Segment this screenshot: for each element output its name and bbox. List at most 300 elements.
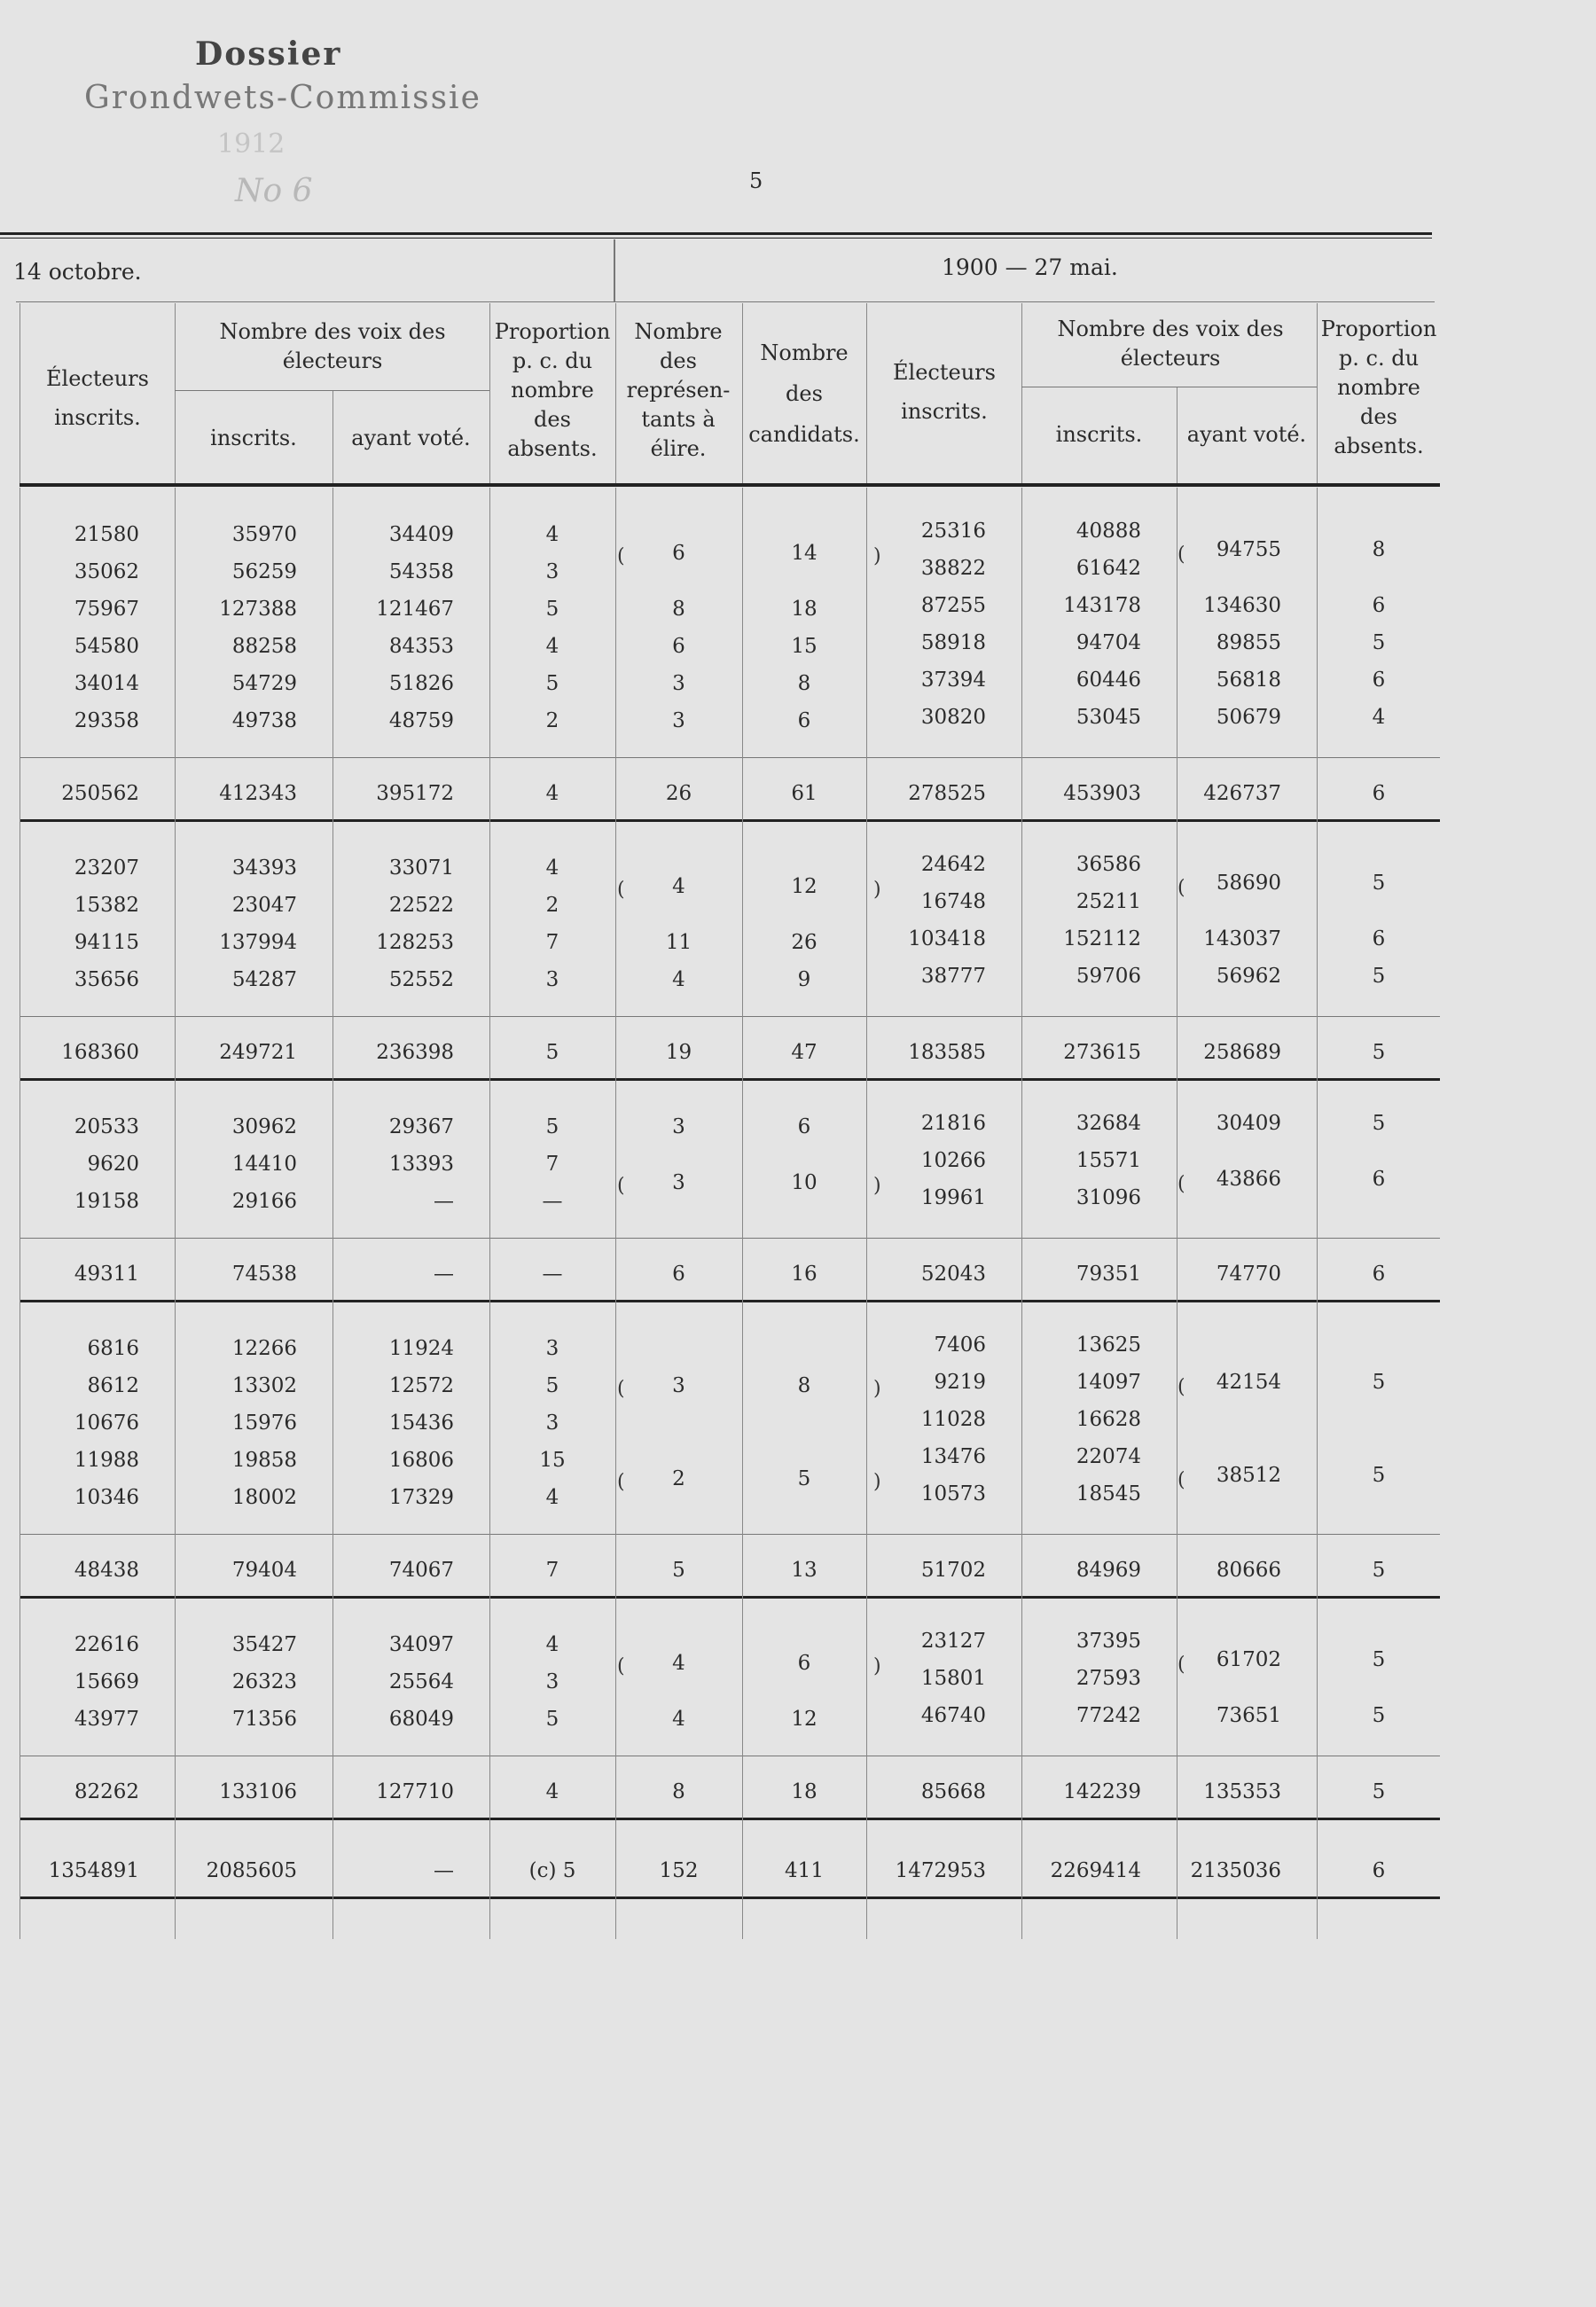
column-divider: [742, 488, 743, 1939]
proportion-absents-cell: 3: [545, 560, 559, 583]
representants-cell: 4: [672, 1708, 685, 1731]
electeurs-inscrits-1900-cell: 9219: [934, 1371, 986, 1394]
electeurs-inscrits-cell: 29358: [74, 709, 139, 732]
subtotal-cell: 47: [791, 1041, 818, 1064]
voix-ayant-vote-cell: 13393: [388, 1153, 454, 1176]
proportion-absents-1900-cell: 6: [1372, 669, 1386, 692]
electeurs-inscrits-1900-cell: 87255: [920, 594, 986, 617]
electeurs-inscrits-1900-cell: 25316: [920, 520, 986, 543]
electeurs-inscrits-cell: 35062: [74, 560, 139, 583]
electeurs-inscrits-1900-cell: 23127: [920, 1630, 986, 1653]
brace-right: ): [873, 1655, 881, 1677]
voix-inscrits-cell: 29166: [231, 1190, 297, 1213]
voix-ayant-vote-1900-cell: 58690: [1216, 872, 1281, 895]
subtotal-cell: 85668: [920, 1780, 986, 1803]
column-divider: [1317, 488, 1318, 1939]
electeurs-inscrits-cell: 6816: [87, 1337, 139, 1360]
subtotal-cell: 4: [545, 1780, 559, 1803]
subtotal-cell: 74067: [388, 1559, 454, 1582]
candidats-cell: 6: [797, 709, 811, 732]
subtotal-cell: 7: [545, 1559, 559, 1582]
proportion-absents-cell: —: [542, 1190, 563, 1213]
subtotal-cell: 5: [1372, 1559, 1386, 1582]
electeurs-inscrits-cell: 10346: [74, 1486, 139, 1509]
period-divider: [614, 239, 615, 301]
subtotal-cell: 6: [1372, 1263, 1386, 1286]
grand-total-cell: 411: [785, 1859, 824, 1882]
voix-ayant-vote-1900-cell: 56818: [1216, 669, 1281, 692]
brace-left: (: [1177, 1469, 1185, 1491]
grand-total-cell: (c) 5: [528, 1859, 576, 1882]
electeurs-inscrits-cell: 23207: [74, 856, 139, 880]
subtotal-cell: 250562: [61, 782, 139, 805]
page-number: 5: [749, 168, 763, 193]
period-right: 1900 — 27 mai.: [942, 254, 1118, 280]
header-divider: [332, 390, 333, 483]
header-inscrits-left: inscrits.: [210, 426, 297, 450]
proportion-absents-cell: 3: [545, 968, 559, 991]
voix-ayant-vote-cell: 54358: [388, 560, 454, 583]
subtotal-cell: 412343: [219, 782, 297, 805]
candidats-cell: 6: [797, 1652, 811, 1675]
proportion-absents-1900-cell: 6: [1372, 927, 1386, 950]
proportion-absents-cell: 2: [545, 894, 559, 917]
voix-inscrits-cell: 56259: [231, 560, 297, 583]
voix-inscrits-cell: 54729: [231, 672, 297, 695]
group-bottom-rule: [20, 819, 1440, 822]
subtotal-cell: 236398: [376, 1041, 454, 1064]
voix-ayant-vote-cell: 29367: [388, 1115, 454, 1138]
voix-ayant-vote-1900-cell: 143037: [1203, 927, 1281, 950]
subtotal-cell: 8: [672, 1780, 685, 1803]
brace-left: (: [617, 1175, 625, 1197]
electeurs-inscrits-cell: 9620: [87, 1153, 139, 1176]
subtotal-cell: 183585: [908, 1041, 986, 1064]
subtotal-cell: 273615: [1063, 1041, 1141, 1064]
stamp-dossier: Dossier: [195, 35, 342, 73]
voix-inscrits-cell: 26323: [231, 1670, 297, 1693]
voix-ayant-vote-1900-cell: 94755: [1216, 538, 1281, 561]
electeurs-inscrits-cell: 20533: [74, 1115, 139, 1138]
brace-left: (: [1177, 877, 1185, 899]
voix-ayant-vote-cell: 33071: [388, 856, 454, 880]
grand-total-cell: —: [434, 1859, 454, 1882]
representants-cell: 3: [672, 709, 685, 732]
voix-inscrits-cell: 34393: [231, 856, 297, 880]
grand-total-cell: 1354891: [48, 1859, 139, 1882]
brace-right: ): [873, 879, 881, 901]
subtotal-cell: 61: [791, 782, 818, 805]
voix-ayant-vote-1900-cell: 43866: [1216, 1168, 1281, 1191]
column-divider: [332, 488, 333, 1939]
proportion-absents-cell: 4: [545, 523, 559, 546]
proportion-absents-cell: 7: [545, 931, 559, 954]
voix-ayant-vote-1900-cell: 61702: [1216, 1648, 1281, 1671]
subtotal-separator: [20, 1238, 1440, 1239]
proportion-absents-cell: 5: [545, 1374, 559, 1397]
proportion-absents-1900-cell: 5: [1372, 1648, 1386, 1671]
representants-cell: 4: [672, 875, 685, 898]
grand-total-cell: 2135036: [1190, 1859, 1281, 1882]
header-divider: [1021, 303, 1022, 483]
proportion-absents-1900-cell: 5: [1372, 872, 1386, 895]
proportion-absents-cell: 5: [545, 598, 559, 621]
electeurs-inscrits-1900-cell: 30820: [920, 706, 986, 729]
brace-left: (: [1177, 1654, 1185, 1676]
brace-left: (: [617, 1655, 625, 1677]
brace-left: (: [617, 545, 625, 567]
brace-left: (: [1177, 1173, 1185, 1195]
voix-inscrits-1900-cell: 36586: [1076, 853, 1141, 876]
period-left: 14 octobre.: [13, 259, 142, 285]
column-divider: [1021, 488, 1022, 1939]
voix-ayant-vote-cell: 48759: [388, 709, 454, 732]
voix-inscrits-1900-cell: 53045: [1076, 706, 1141, 729]
voix-inscrits-cell: 13302: [231, 1374, 297, 1397]
voix-ayant-vote-cell: 25564: [388, 1670, 454, 1693]
proportion-absents-cell: 3: [545, 1337, 559, 1360]
brace-left: (: [1177, 544, 1185, 566]
column-divider: [489, 488, 490, 1939]
subtotal-cell: 453903: [1063, 782, 1141, 805]
proportion-absents-1900-cell: 4: [1372, 706, 1386, 729]
header-bottom-rule: [20, 483, 1440, 487]
subtotal-cell: 79351: [1076, 1263, 1141, 1286]
header-ayant-vote-left: ayant voté.: [351, 426, 471, 450]
proportion-absents-cell: 15: [539, 1449, 566, 1472]
electeurs-inscrits-cell: 10676: [74, 1412, 139, 1435]
voix-inscrits-cell: 127388: [219, 598, 297, 621]
voix-inscrits-cell: 19858: [231, 1449, 297, 1472]
voix-ayant-vote-cell: 128253: [376, 931, 454, 954]
electeurs-inscrits-cell: 75967: [74, 598, 139, 621]
voix-ayant-vote-cell: 51826: [388, 672, 454, 695]
column-divider: [175, 488, 176, 1939]
proportion-absents-cell: 4: [545, 635, 559, 658]
header-subdivider: [175, 390, 489, 391]
brace-right: ): [873, 1378, 881, 1400]
electeurs-inscrits-cell: 21580: [74, 523, 139, 546]
electeurs-inscrits-cell: 43977: [74, 1708, 139, 1731]
voix-inscrits-1900-cell: 32684: [1076, 1112, 1141, 1135]
grand-total-cell: 6: [1372, 1859, 1386, 1882]
subtotal-cell: 79404: [231, 1559, 297, 1582]
header-voix-right: Nombre des voix des électeurs: [1057, 317, 1284, 371]
brace-right: ): [873, 1471, 881, 1493]
header-proportion-left: Proportion p. c. du nombre des absents.: [494, 319, 611, 461]
subtotal-cell: 4: [545, 782, 559, 805]
voix-inscrits-cell: 23047: [231, 894, 297, 917]
top-rule: [0, 232, 1432, 235]
proportion-absents-cell: 2: [545, 709, 559, 732]
proportion-absents-1900-cell: 5: [1372, 1112, 1386, 1135]
voix-ayant-vote-cell: 34409: [388, 523, 454, 546]
subtotal-cell: 142239: [1063, 1780, 1141, 1803]
subtotal-cell: 74538: [231, 1263, 297, 1286]
subtotal-cell: 127710: [376, 1780, 454, 1803]
candidats-cell: 6: [797, 1115, 811, 1138]
proportion-absents-cell: 5: [545, 672, 559, 695]
voix-ayant-vote-cell: 15436: [388, 1412, 454, 1435]
header-representants: Nombre des représen-tants à élire.: [626, 319, 731, 461]
subtotal-cell: —: [542, 1263, 563, 1286]
grand-total-cell: 152: [659, 1859, 699, 1882]
voix-inscrits-1900-cell: 18545: [1076, 1482, 1141, 1505]
subtotal-cell: 395172: [376, 782, 454, 805]
header-divider: [866, 303, 867, 483]
stamp-commission: Grondwets-Commissie: [84, 80, 481, 116]
voix-ayant-vote-cell: 121467: [376, 598, 454, 621]
proportion-absents-1900-cell: 5: [1372, 1704, 1386, 1727]
voix-ayant-vote-1900-cell: 89855: [1216, 631, 1281, 654]
subtotal-separator: [20, 757, 1440, 758]
representants-cell: 6: [672, 635, 685, 658]
header-inscrits-right: inscrits.: [1055, 422, 1143, 447]
header-divider: [489, 303, 490, 483]
voix-ayant-vote-1900-cell: 50679: [1216, 706, 1281, 729]
proportion-absents-1900-cell: 8: [1372, 538, 1386, 561]
voix-inscrits-1900-cell: 61642: [1076, 557, 1141, 580]
column-divider: [615, 488, 616, 1939]
header-voix-left: Nombre des voix des électeurs: [219, 319, 446, 373]
proportion-absents-1900-cell: 5: [1372, 631, 1386, 654]
subtotal-cell: 5: [1372, 1041, 1386, 1064]
candidats-cell: 18: [791, 598, 818, 621]
group-bottom-rule: [20, 1818, 1440, 1820]
brace-right: ): [873, 1175, 881, 1197]
subtotal-separator: [20, 1534, 1440, 1535]
voix-ayant-vote-cell: 68049: [388, 1708, 454, 1731]
grand-total-cell: 1472953: [895, 1859, 986, 1882]
subtotal-cell: 258689: [1203, 1041, 1281, 1064]
voix-ayant-vote-1900-cell: 134630: [1203, 594, 1281, 617]
subtotal-cell: 133106: [219, 1780, 297, 1803]
header-ayant-vote-right: ayant voté.: [1186, 422, 1307, 447]
voix-inscrits-1900-cell: 16628: [1076, 1408, 1141, 1431]
representants-cell: 3: [672, 672, 685, 695]
voix-inscrits-cell: 49738: [231, 709, 297, 732]
proportion-absents-1900-cell: 5: [1372, 965, 1386, 988]
electeurs-inscrits-1900-cell: 10573: [920, 1482, 986, 1505]
header-candidats: Nombre des candidats.: [748, 340, 860, 447]
subtotal-cell: 74770: [1216, 1263, 1281, 1286]
electeurs-inscrits-1900-cell: 38777: [920, 965, 986, 988]
voix-inscrits-1900-cell: 22074: [1076, 1445, 1141, 1468]
column-divider: [866, 488, 867, 1939]
subtotal-cell: 16: [791, 1263, 818, 1286]
electeurs-inscrits-1900-cell: 21816: [920, 1112, 986, 1135]
header-electeurs-left: Électeurs inscrits.: [46, 366, 149, 430]
representants-cell: 3: [672, 1171, 685, 1194]
subtotal-cell: 249721: [219, 1041, 297, 1064]
voix-inscrits-cell: 54287: [231, 968, 297, 991]
proportion-absents-cell: 3: [545, 1412, 559, 1435]
voix-inscrits-1900-cell: 15571: [1076, 1149, 1141, 1172]
voix-ayant-vote-cell: 17329: [388, 1486, 454, 1509]
proportion-absents-cell: 4: [545, 1486, 559, 1509]
voix-inscrits-cell: 30962: [231, 1115, 297, 1138]
voix-inscrits-1900-cell: 40888: [1076, 520, 1141, 543]
voix-inscrits-cell: 35970: [231, 523, 297, 546]
electeurs-inscrits-1900-cell: 46740: [920, 1704, 986, 1727]
subtotal-cell: 18: [791, 1780, 818, 1803]
proportion-absents-cell: 5: [545, 1115, 559, 1138]
voix-inscrits-cell: 14410: [231, 1153, 297, 1176]
subtotal-cell: 6: [1372, 782, 1386, 805]
candidats-cell: 10: [791, 1171, 818, 1194]
voix-inscrits-1900-cell: 94704: [1076, 631, 1141, 654]
voix-ayant-vote-cell: 52552: [388, 968, 454, 991]
electeurs-inscrits-1900-cell: 103418: [908, 927, 986, 950]
electeurs-inscrits-cell: 94115: [74, 931, 139, 954]
voix-inscrits-cell: 88258: [231, 635, 297, 658]
voix-inscrits-1900-cell: 27593: [1076, 1667, 1141, 1690]
subtotal-cell: 135353: [1203, 1780, 1281, 1803]
voix-ayant-vote-cell: —: [434, 1190, 454, 1213]
electeurs-inscrits-1900-cell: 37394: [920, 669, 986, 692]
grand-total-cell: 2085605: [206, 1859, 297, 1882]
voix-ayant-vote-1900-cell: 42154: [1216, 1371, 1281, 1394]
proportion-absents-1900-cell: 5: [1372, 1371, 1386, 1394]
candidats-cell: 12: [791, 875, 818, 898]
voix-ayant-vote-1900-cell: 38512: [1216, 1464, 1281, 1487]
voix-inscrits-1900-cell: 25211: [1076, 890, 1141, 913]
candidats-cell: 8: [797, 1374, 811, 1397]
top-rule-thin: [0, 238, 1432, 239]
group-bottom-rule: [20, 1078, 1440, 1081]
candidats-cell: 9: [797, 968, 811, 991]
electeurs-inscrits-cell: 35656: [74, 968, 139, 991]
representants-cell: 6: [672, 542, 685, 565]
voix-inscrits-1900-cell: 37395: [1076, 1630, 1141, 1653]
voix-ayant-vote-1900-cell: 30409: [1216, 1112, 1281, 1135]
proportion-absents-1900-cell: 6: [1372, 1168, 1386, 1191]
voix-inscrits-1900-cell: 77242: [1076, 1704, 1141, 1727]
subtotal-cell: 48438: [74, 1559, 139, 1582]
voix-ayant-vote-cell: 22522: [388, 894, 454, 917]
subtotal-cell: 5: [1372, 1780, 1386, 1803]
subtotal-cell: 49311: [74, 1263, 139, 1286]
representants-cell: 4: [672, 968, 685, 991]
representants-cell: 11: [665, 931, 692, 954]
voix-inscrits-cell: 35427: [231, 1633, 297, 1656]
voix-inscrits-1900-cell: 14097: [1076, 1371, 1141, 1394]
voix-inscrits-1900-cell: 59706: [1076, 965, 1141, 988]
representants-cell: 3: [672, 1115, 685, 1138]
electeurs-inscrits-cell: 22616: [74, 1633, 139, 1656]
proportion-absents-cell: 7: [545, 1153, 559, 1176]
proportion-absents-cell: 5: [545, 1708, 559, 1731]
stamp-number: No 6: [235, 173, 313, 209]
electeurs-inscrits-1900-cell: 15801: [920, 1667, 986, 1690]
voix-ayant-vote-cell: 11924: [388, 1337, 454, 1360]
group-bottom-rule: [20, 1300, 1440, 1302]
electeurs-inscrits-cell: 34014: [74, 672, 139, 695]
group-bottom-rule: [20, 1596, 1440, 1599]
subtotal-cell: 6: [672, 1263, 685, 1286]
subtotal-cell: 426737: [1203, 782, 1281, 805]
subtotal-cell: 5: [672, 1559, 685, 1582]
electeurs-inscrits-1900-cell: 16748: [920, 890, 986, 913]
voix-inscrits-1900-cell: 152112: [1063, 927, 1141, 950]
voix-inscrits-cell: 15976: [231, 1412, 297, 1435]
voix-ayant-vote-cell: 34097: [388, 1633, 454, 1656]
electeurs-inscrits-1900-cell: 19961: [920, 1186, 986, 1209]
representants-cell: 4: [672, 1652, 685, 1675]
subtotal-cell: 278525: [908, 782, 986, 805]
brace-left: (: [1177, 1376, 1185, 1398]
voix-inscrits-cell: 12266: [231, 1337, 297, 1360]
proportion-absents-1900-cell: 6: [1372, 594, 1386, 617]
stamp-year: 1912: [217, 129, 286, 160]
electeurs-inscrits-1900-cell: 10266: [920, 1149, 986, 1172]
header-divider: [615, 303, 616, 483]
proportion-absents-cell: 4: [545, 1633, 559, 1656]
subtotal-separator: [20, 1016, 1440, 1017]
voix-inscrits-1900-cell: 13625: [1076, 1333, 1141, 1357]
electeurs-inscrits-cell: 15669: [74, 1670, 139, 1693]
electeurs-inscrits-1900-cell: 24642: [920, 853, 986, 876]
representants-cell: 8: [672, 598, 685, 621]
subtotal-cell: 13: [791, 1559, 818, 1582]
subtotal-cell: 80666: [1216, 1559, 1281, 1582]
electeurs-inscrits-1900-cell: 13476: [920, 1445, 986, 1468]
grand-total-cell: 2269414: [1050, 1859, 1141, 1882]
electeurs-inscrits-cell: 8612: [87, 1374, 139, 1397]
grand-total-rule: [20, 1896, 1440, 1899]
candidats-cell: 5: [797, 1467, 811, 1490]
subtotal-cell: 52043: [920, 1263, 986, 1286]
voix-ayant-vote-1900-cell: 56962: [1216, 965, 1281, 988]
electeurs-inscrits-cell: 19158: [74, 1190, 139, 1213]
voix-ayant-vote-cell: 12572: [388, 1374, 454, 1397]
representants-cell: 3: [672, 1374, 685, 1397]
representants-cell: 2: [672, 1467, 685, 1490]
electeurs-inscrits-1900-cell: 58918: [920, 631, 986, 654]
header-electeurs-right: Électeurs inscrits.: [893, 360, 996, 424]
electeurs-inscrits-cell: 15382: [74, 894, 139, 917]
subtotal-cell: 84969: [1076, 1559, 1141, 1582]
subtotal-cell: 82262: [74, 1780, 139, 1803]
proportion-absents-cell: 3: [545, 1670, 559, 1693]
brace-left: (: [617, 1471, 625, 1493]
header-divider: [742, 303, 743, 483]
voix-inscrits-cell: 18002: [231, 1486, 297, 1509]
subtotal-cell: 168360: [61, 1041, 139, 1064]
candidats-cell: 12: [791, 1708, 818, 1731]
voix-ayant-vote-1900-cell: 73651: [1216, 1704, 1281, 1727]
voix-inscrits-1900-cell: 31096: [1076, 1186, 1141, 1209]
voix-inscrits-cell: 71356: [231, 1708, 297, 1731]
voix-ayant-vote-cell: 16806: [388, 1449, 454, 1472]
subtotal-cell: 5: [545, 1041, 559, 1064]
candidats-cell: 8: [797, 672, 811, 695]
period-underline: [16, 301, 1435, 302]
electeurs-inscrits-1900-cell: 7406: [934, 1333, 986, 1357]
candidats-cell: 15: [791, 635, 818, 658]
subtotal-cell: —: [434, 1263, 454, 1286]
brace-left: (: [617, 879, 625, 901]
subtotal-cell: 51702: [920, 1559, 986, 1582]
electeurs-inscrits-cell: 11988: [74, 1449, 139, 1472]
header-divider: [175, 303, 176, 483]
voix-ayant-vote-cell: 84353: [388, 635, 454, 658]
proportion-absents-1900-cell: 5: [1372, 1464, 1386, 1487]
header-proportion-right: Proportion p. c. du nombre des absents.: [1320, 317, 1437, 458]
voix-inscrits-1900-cell: 143178: [1063, 594, 1141, 617]
electeurs-inscrits-1900-cell: 11028: [920, 1408, 986, 1431]
brace-right: ): [873, 545, 881, 567]
